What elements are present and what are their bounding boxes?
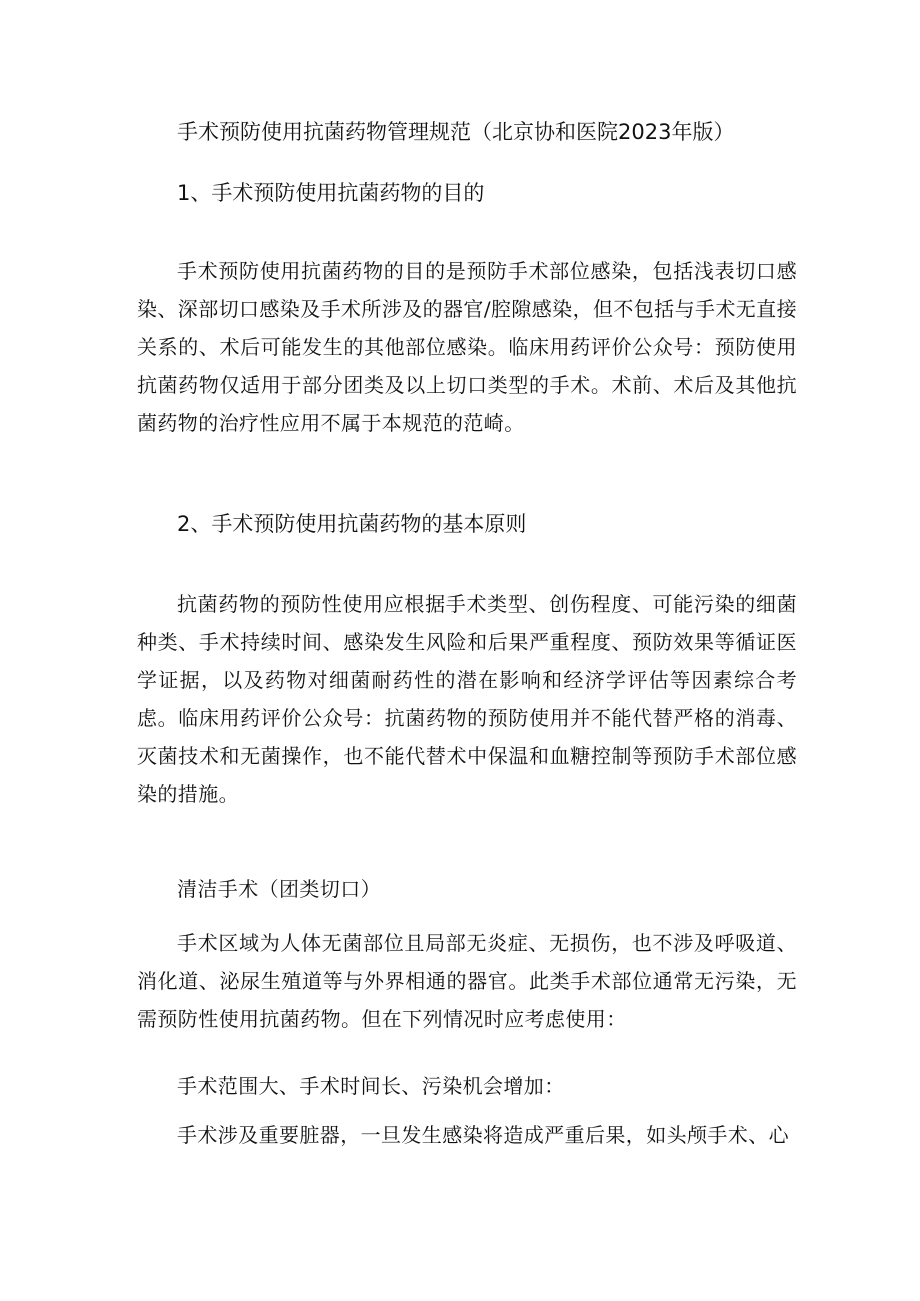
section-heading-principles: 2、手术预防使用抗菌药物的基本原则 — [177, 512, 527, 536]
paragraph-principles: 抗菌药物的预防性使用应根据手术类型、创伤程度、可能污染的细菌种类、手术持续时间、感染发生风险和后果严重程度、预防效果等循证医学证据，以及药物对细菌耐药性的潜在影响和经济学评估等因素综合考虑。临床用药评价公众号：抗菌药物的预防使用并不能代替严格的消毒、灭菌技术和无菌操作，也不能代替术中保温和血糖控制等预防手术部位感染的措施。 — [137, 592, 797, 806]
paragraph-clean-surgery-label: 清洁手术（团类切口） — [177, 877, 381, 901]
paragraph-clean-surgery-definition: 手术区域为人体无菌部位且局部无炎症、无损伤，也不涉及呼吸道、消化道、泌尿生殖道等与外界相通的器官。此类手术部位通常无污染，无需预防性使用抗菌药物。但在下列情况时应考虑使用： — [137, 931, 797, 1031]
paragraph-condition-large-scope: 手术范围大、手术时间长、污染机会增加： — [177, 1074, 565, 1098]
paragraph-purpose: 手术预防使用抗菌药物的目的是预防手术部位感染，包括浅表切口感染、深部切口感染及手术所涉及的器官/腔隙感染，但不包括与手术无直接关系的、术后可能发生的其他部位感染。临床用药评价公众号：预防使用抗菌药物仅适用于部分团类及以上切口类型的手术。术前、术后及其他抗菌药物的治疗性应用不属于本规范的范崎。 — [137, 259, 797, 435]
paragraph-condition-vital-organs: 手术涉及重要脏器，一旦发生感染将造成严重后果，如头颅手术、心 — [177, 1123, 789, 1147]
section-heading-purpose: 1、手术预防使用抗菌药物的目的 — [177, 181, 485, 205]
document-title: 手术预防使用抗菌药物管理规范（北京协和医院2023年版） — [177, 120, 735, 144]
